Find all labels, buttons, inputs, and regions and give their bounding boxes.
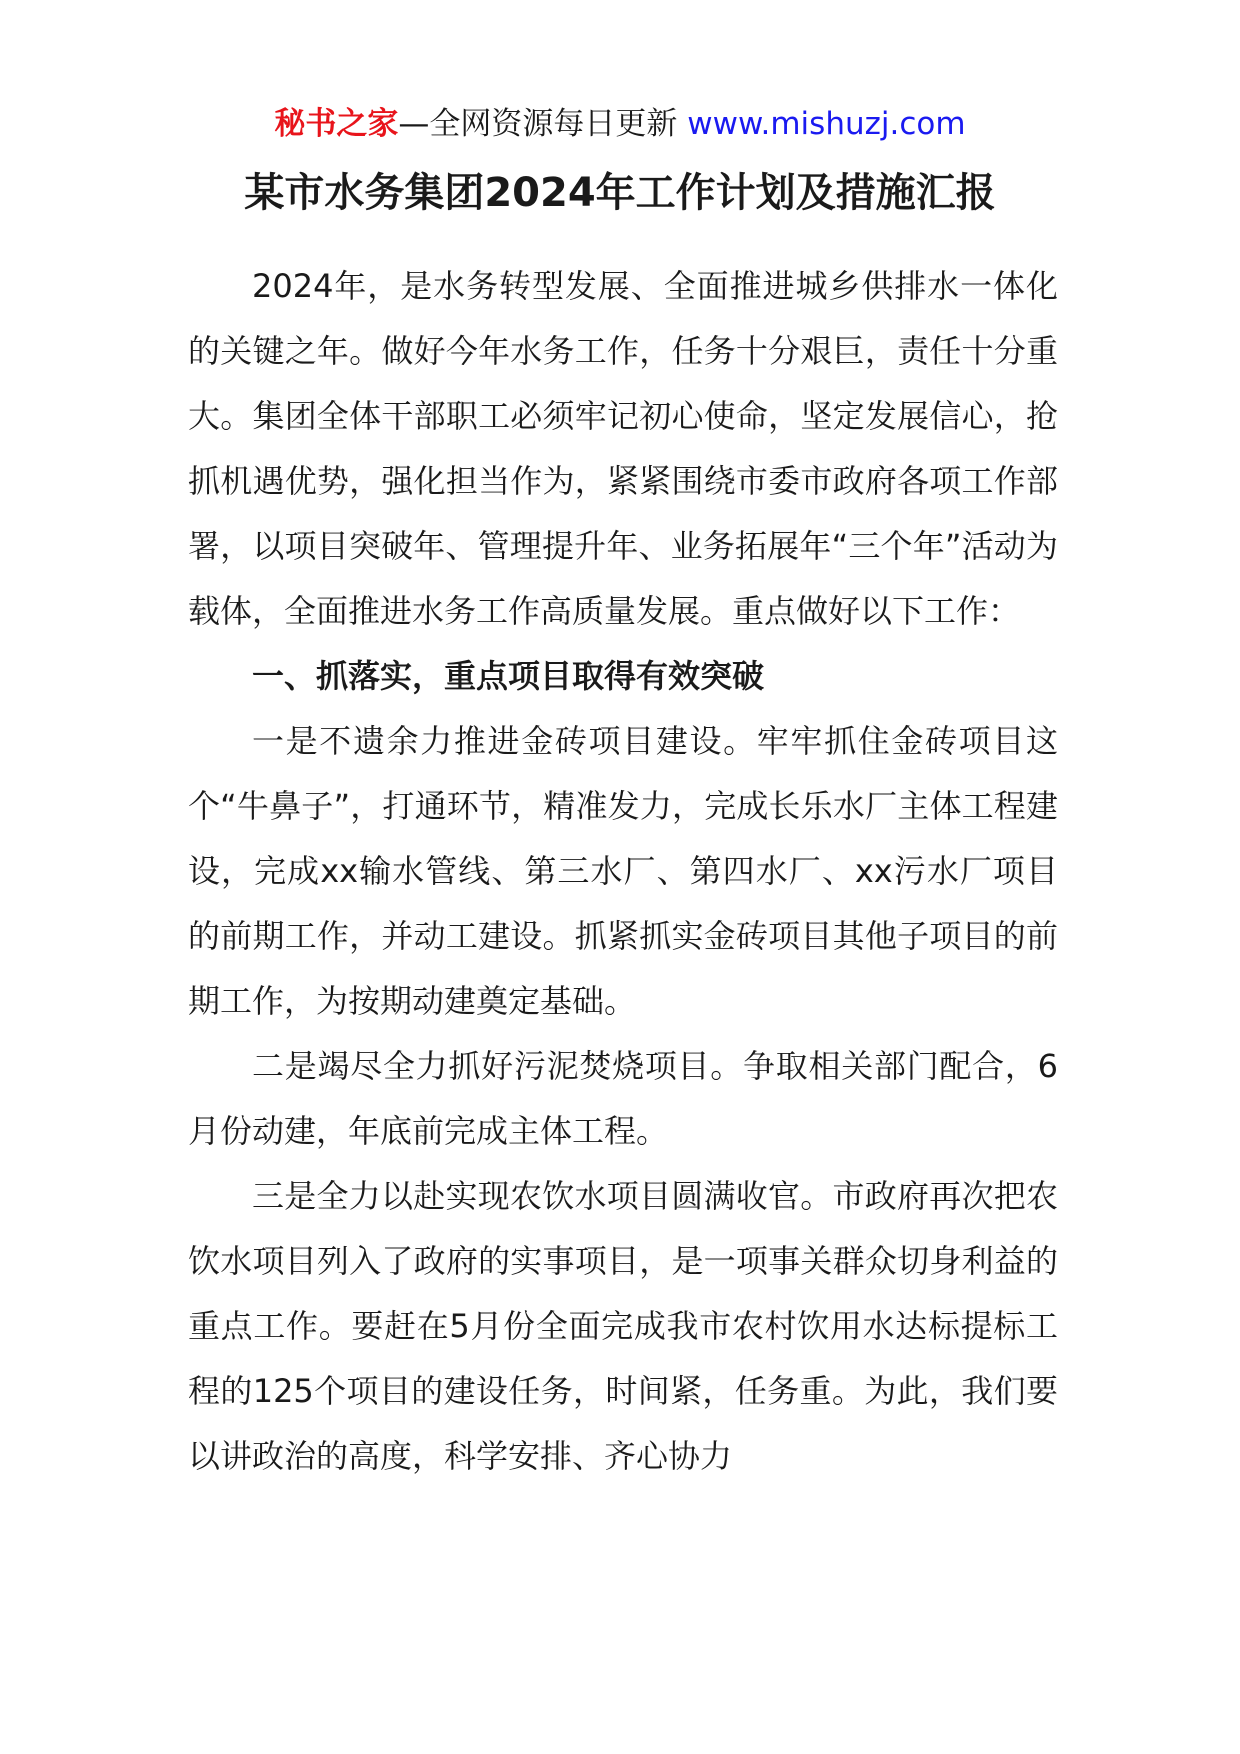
site-url-link[interactable]: www.mishuzj.com xyxy=(687,106,966,142)
section-heading: 一、抓落实，重点项目取得有效突破 xyxy=(252,657,765,695)
body-paragraph: 三是全力以赴实现农饮水项目圆满收官。市政府再次把农饮水项目列入了政府的实事项目，是一项事关群众切身利益的重点工作。要赶在5月份全面完成我市农村饮用水达标提标工程的125个项目的建设任务，时间紧，任务重。为此，我们要以讲政治的高度，科学安排、齐心协力 xyxy=(188,1177,1058,1475)
body-paragraph: 二是竭尽全力抓好污泥焚烧项目。争取相关部门配合，6月份动建，年底前完成主体工程。 xyxy=(188,1047,1058,1150)
site-tagline: —全网资源每日更新 xyxy=(398,106,688,142)
document-body xyxy=(188,254,1058,1489)
site-banner xyxy=(0,100,1240,148)
site-brand: 秘书之家 xyxy=(274,106,399,142)
document-title: 某市水务集团2024年工作计划及措施汇报 xyxy=(244,170,996,216)
body-paragraph: 一是不遗余力推进金砖项目建设。牢牢抓住金砖项目这个“牛鼻子”，打通环节，精准发力，完成长乐水厂主体工程建设，完成xx输水管线、第三水厂、第四水厂、xx污水厂项目的前期工作，并动工建设。抓紧抓实金砖项目其他子项目的前期工作，为按期动建奠定基础。 xyxy=(188,722,1058,1020)
intro-paragraph: 2024年，是水务转型发展、全面推进城乡供排水一体化的关键之年。做好今年水务工作，任务十分艰巨，责任十分重大。集团全体干部职工必须牢记初心使命，坚定发展信心，抢抓机遇优势，强化担当作为，紧紧围绕市委市政府各项工作部署，以项目突破年、管理提升年、业务拓展年“三个年”活动为载体，全面推进水务工作高质量发展。重点做好以下工作： xyxy=(188,267,1058,630)
